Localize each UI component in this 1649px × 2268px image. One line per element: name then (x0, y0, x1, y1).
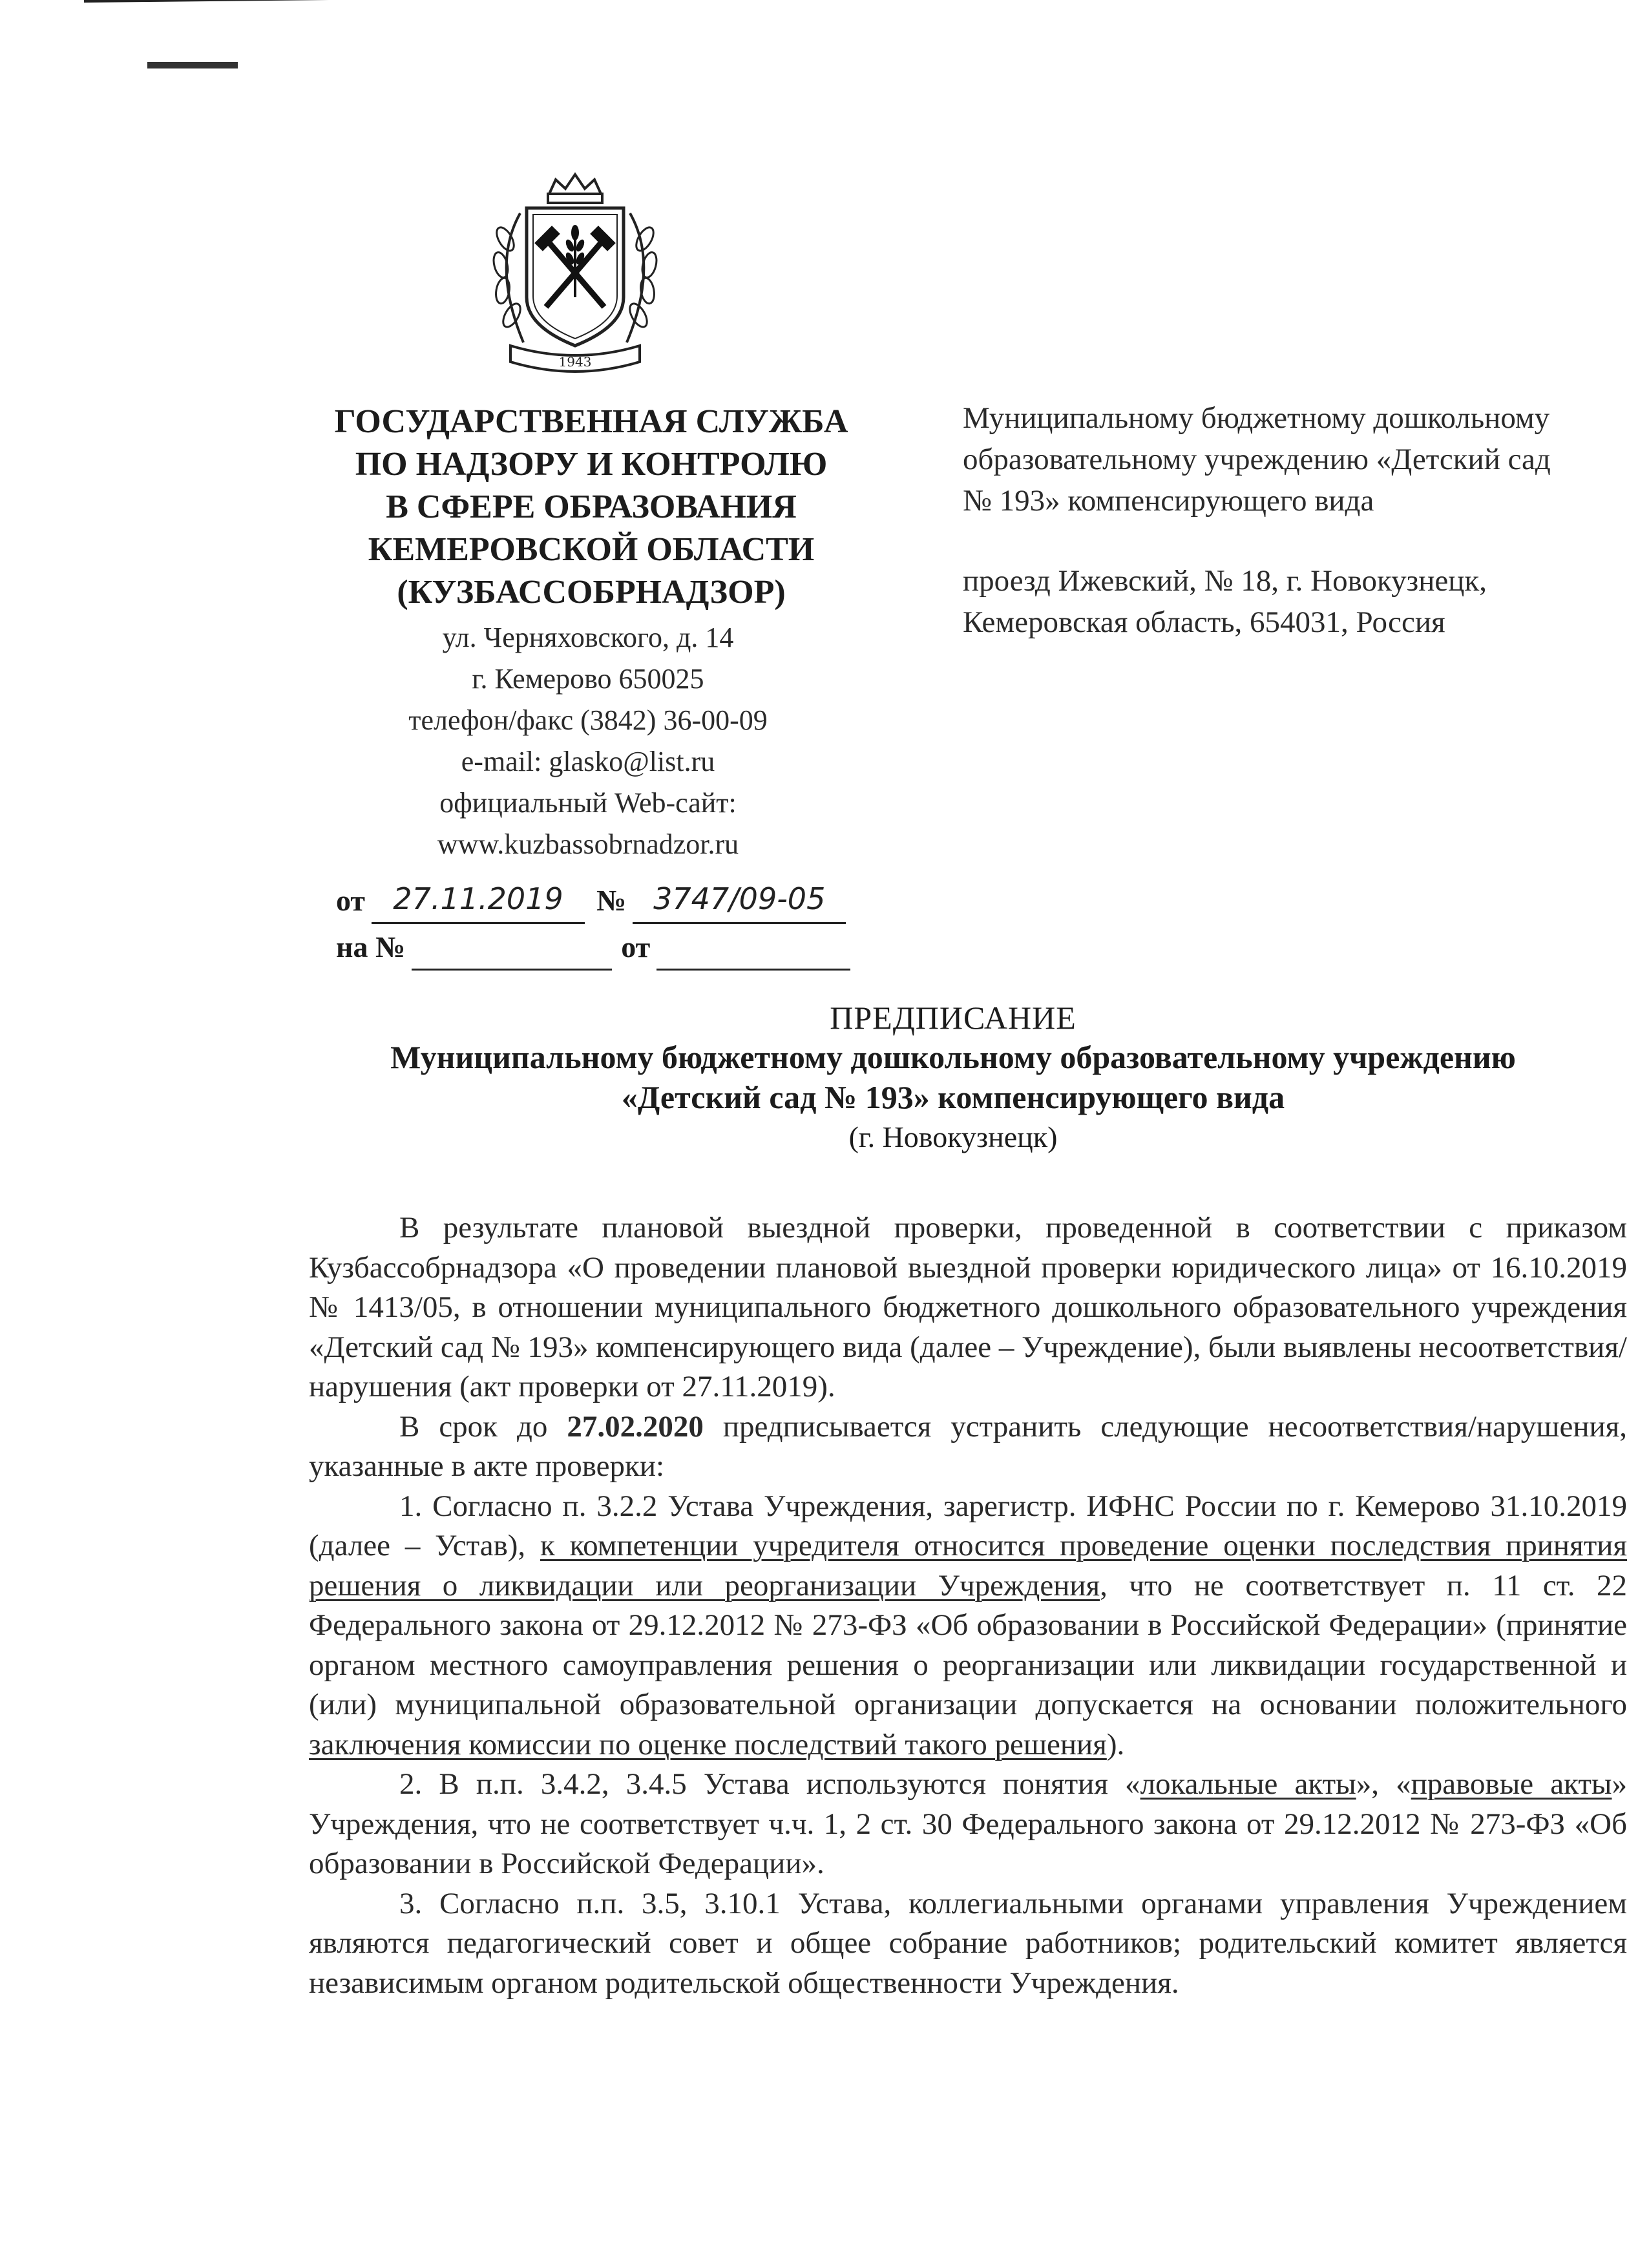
text: предписывается устранить следующие несоответствия/нарушения, указанные в акте проверки: (309, 1409, 1627, 1483)
recipient-line: № 193» компенсирующего вида (963, 484, 1374, 518)
underlined-text: заключения комиссии по оценке последствий такого решения (309, 1727, 1107, 1761)
spacer (963, 521, 1609, 560)
text: », « (1356, 1767, 1411, 1801)
agency-line: ПО НАДЗОРУ И КОНТРОЛЮ (355, 446, 828, 483)
email: e-mail: glasko@list.ru (461, 746, 715, 777)
website-url: www.kuzbassobrnadzor.ru (437, 828, 739, 860)
recipient-address-line: проезд Ижевский, № 18, г. Новокузнецк, (963, 564, 1487, 598)
handwritten-date: 27.11.2019 (372, 876, 585, 924)
document-body (309, 1208, 1627, 2003)
scan-mark (147, 62, 238, 68)
address-street: ул. Черняховского, д. 14 (442, 622, 734, 653)
blank-line (656, 936, 850, 971)
addressee-line: «Детский сад № 193» компенсирующего вида (621, 1079, 1285, 1115)
phone-fax: телефон/факс (3842) 36-00-09 (408, 704, 768, 736)
from-label: от (336, 884, 365, 917)
addressee-line: Муниципальному бюджетному дошкольному образовательному учреждению (390, 1039, 1516, 1075)
to-number-label: на № (336, 930, 406, 963)
number-label: № (596, 884, 627, 917)
ref-row-incoming (336, 924, 918, 971)
underlined-text: локальные акты (1140, 1767, 1356, 1801)
recipient-block (963, 397, 1609, 643)
website-label: официальный Web-сайт: (439, 787, 737, 819)
text: , что не соответствует п. 11 ст. 22 Федерального закона от 29.12.2012 № 273-ФЗ «Об образовании в Российской Федерации» (принятие органом местного самоуправления решения о реорганизации или ликвидации государственной и (или) муниципальной образовательной организации допускается на основании положительного (309, 1568, 1627, 1721)
text: 1. Согласно п. 3.2.2 Устава Учреждения, зарегистр. ИФНС России по г. Кемерово 31.10.2019 (далее – Устав), (309, 1489, 1627, 1562)
underlined-text: правовые акты (1411, 1767, 1612, 1801)
agency-line: ГОСУДАРСТВЕННАЯ СЛУЖБА (334, 403, 848, 440)
text: 2. В п.п. 3.4.2, 3.4.5 Устава используются понятия « (399, 1767, 1140, 1801)
recipient-address-line: Кемеровская область, 654031, Россия (963, 605, 1445, 639)
text: ). (1106, 1727, 1125, 1761)
recipient-line: образовательному учреждению «Детский сад (963, 443, 1551, 476)
agency-line: (КУЗБАССОБРНАДЗОР) (397, 574, 786, 611)
paragraph-deadline (309, 1407, 1627, 1487)
city: (г. Новокузнецк) (848, 1120, 1058, 1153)
to-date-label: от (621, 930, 651, 963)
text: » Учреждения, что не соответствует ч.ч. 1, 2 ст. 30 Федерального закона от 29.12.2012 № 273-ФЗ «Об образовании в Российской Федерации». (309, 1767, 1627, 1880)
emblem-year: 1943 (558, 354, 592, 370)
agency-line: В СФЕРЕ ОБРАЗОВАНИЯ (386, 488, 797, 525)
scan-edge-line (84, 0, 510, 10)
underlined-text: к компетенции учредителя относится проведение оценки последствия принятия решения о ликвидации или реорганизации Учреждения (309, 1529, 1628, 1602)
paragraph-item-2 (309, 1765, 1627, 1884)
address-city: г. Кемерово 650025 (472, 663, 704, 695)
outgoing-reference (336, 876, 918, 971)
document-title (258, 998, 1648, 1157)
handwritten-number: 3747/09-05 (633, 876, 846, 924)
paragraph-item-1 (309, 1487, 1627, 1765)
paragraph-item-3: 3. Согласно п.п. 3.5, 3.10.1 Устава, коллегиальными органами управления Учреждением являются педагогический совет и общее собрание работников; родительский комитет является независимым органом родительской общественности Учреждения. (309, 1886, 1627, 2000)
coat-of-arms-emblem (465, 168, 685, 388)
agency-name (284, 401, 898, 614)
ref-row-outgoing (336, 876, 918, 924)
agency-line: КЕМЕРОВСКОЙ ОБЛАСТИ (368, 531, 815, 568)
paragraph-intro: В результате плановой выездной проверки, проведенной в соответствии с приказом Кузбассобрнадзора «О проведении плановой выездной проверки юридического лица» от 16.10.2019 № 1413/05, в отношении муниципального бюджетного дошкольного образовательного учреждения «Детский сад № 193» компенсирующего вида (далее – Учреждение), были выявлены несоответствия/нарушения (акт проверки от 27.11.2019). (309, 1211, 1627, 1403)
recipient-line: Муниципальному бюджетному дошкольному (963, 401, 1550, 435)
doc-type: ПРЕДПИСАНИЕ (830, 1000, 1077, 1036)
agency-contacts (336, 617, 840, 865)
text: В срок до (399, 1409, 567, 1444)
blank-line (412, 936, 612, 971)
deadline-date: 27.02.2020 (567, 1409, 704, 1444)
